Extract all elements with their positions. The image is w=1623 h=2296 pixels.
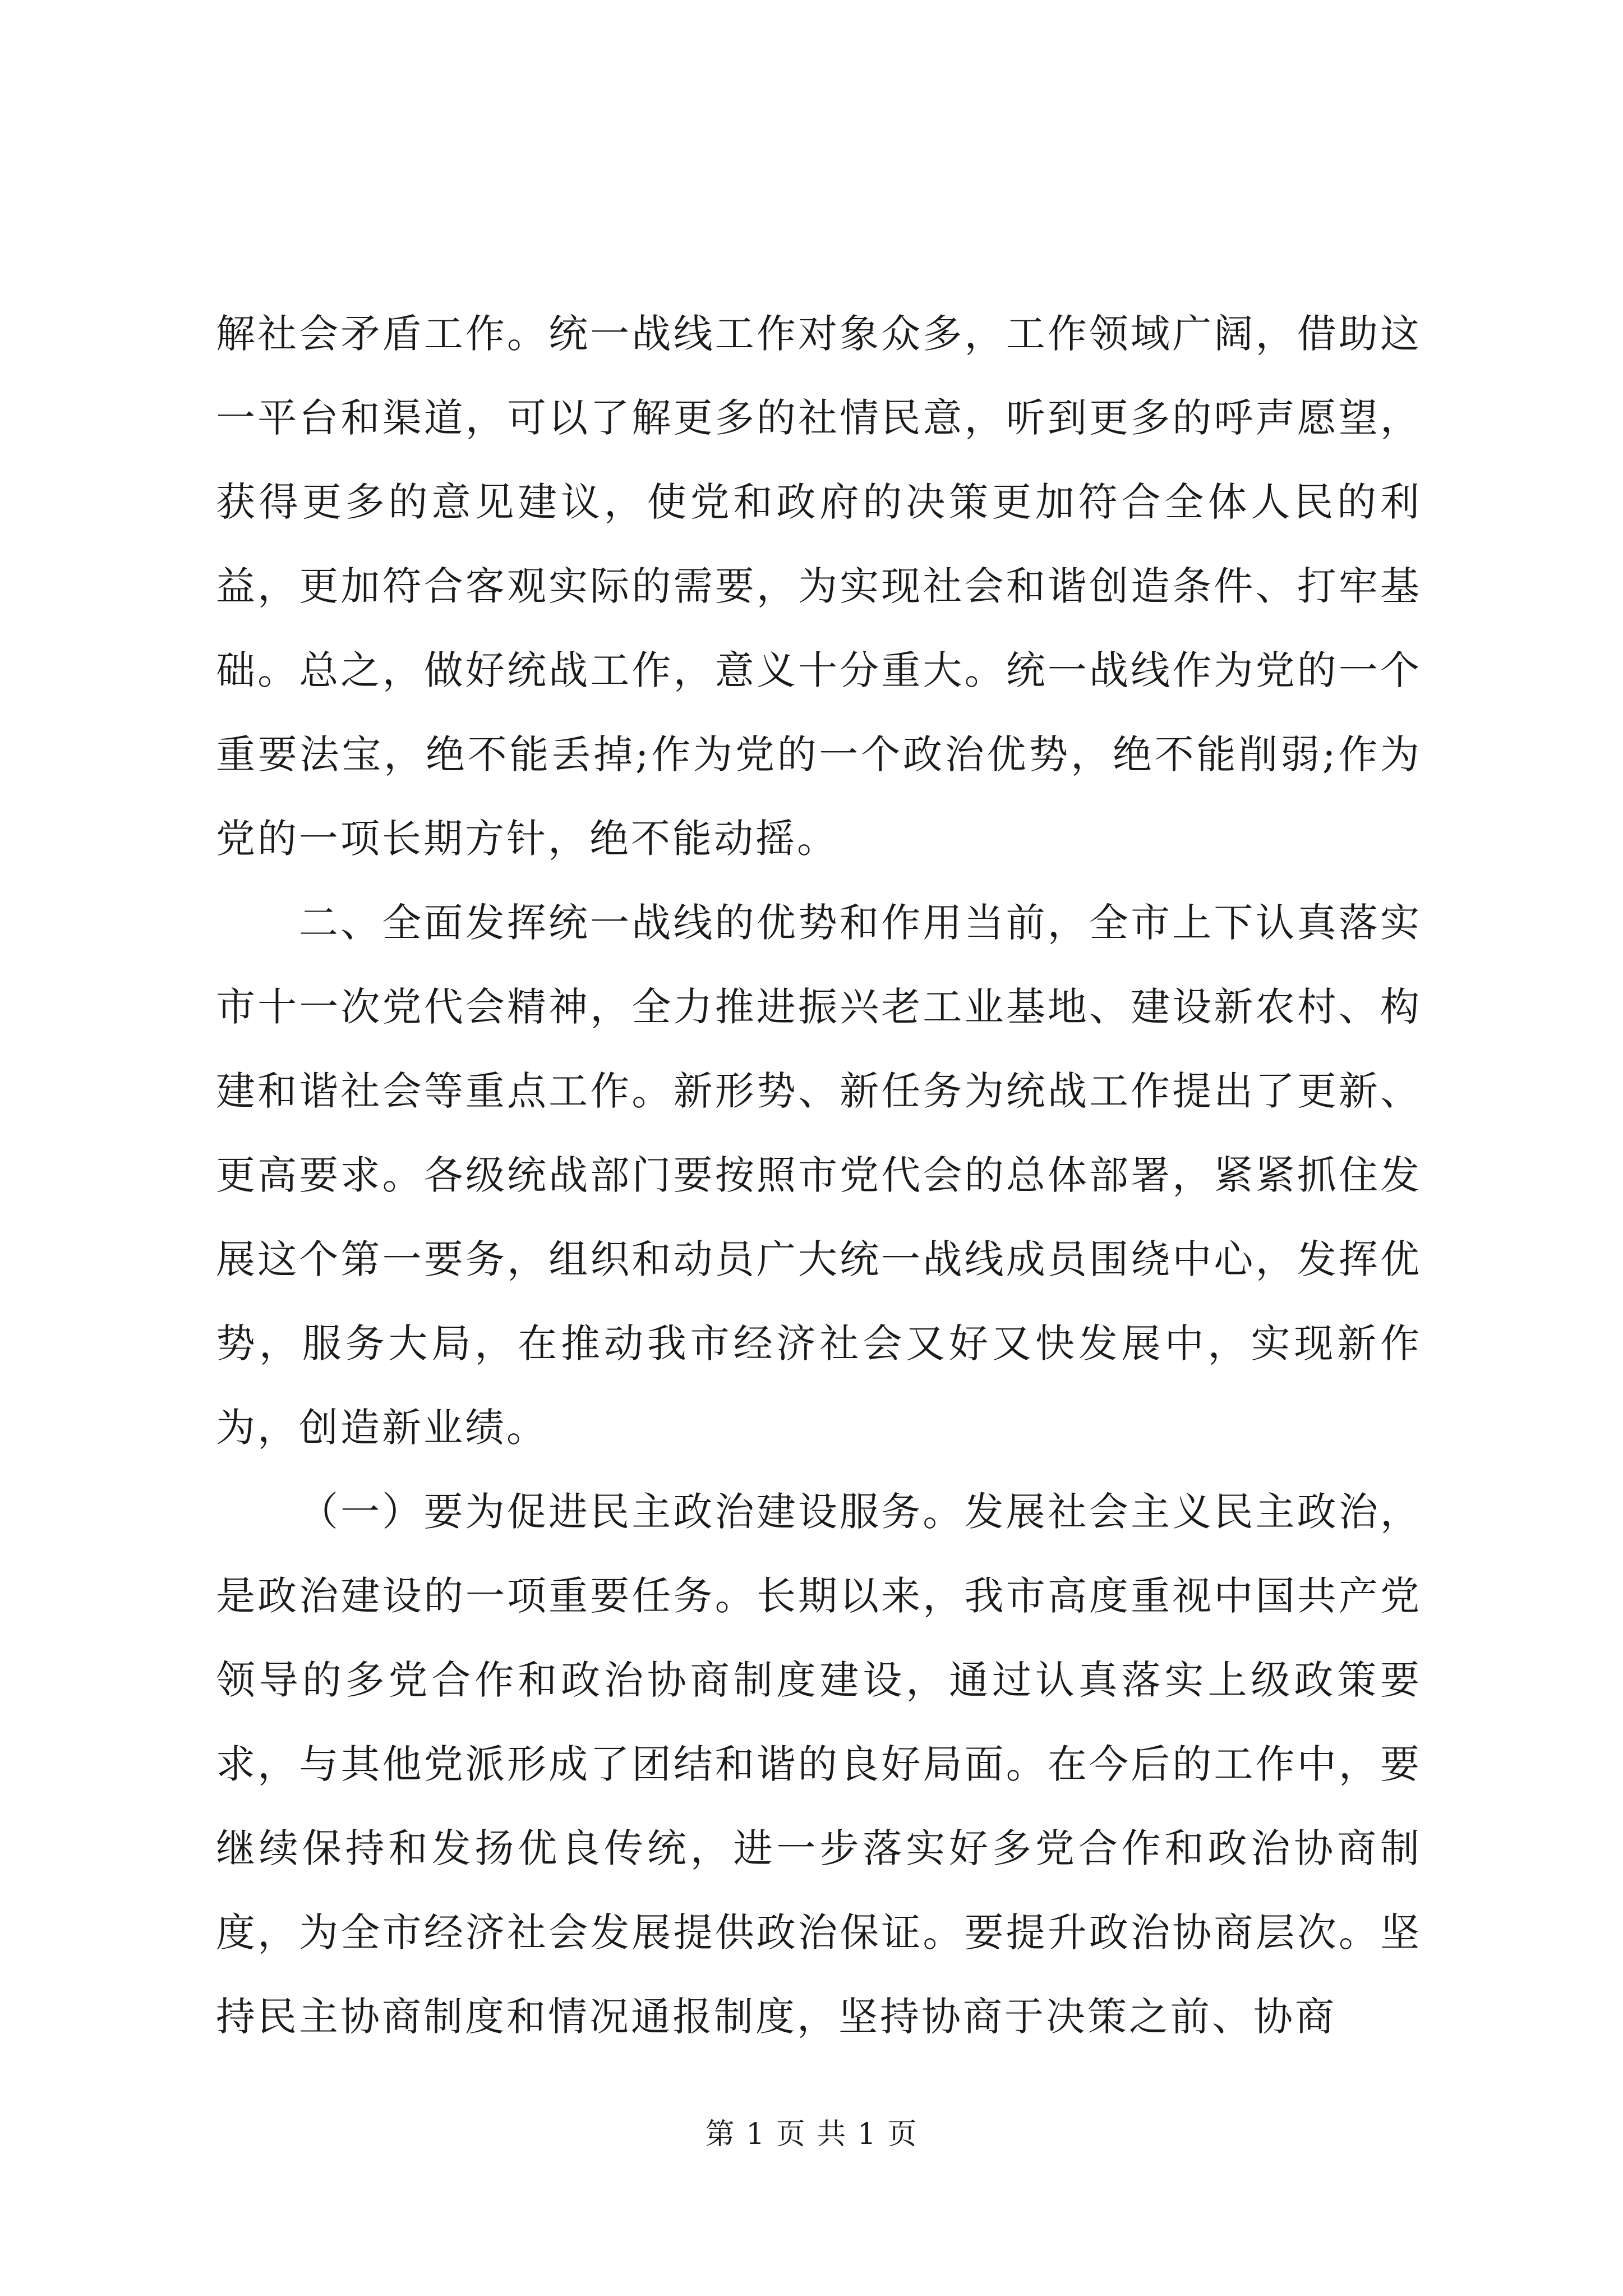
page-footer bbox=[0, 2115, 1623, 2154]
paragraph-1: 解社会矛盾工作。统一战线工作对象众多，工作领域广阔，借助这一平台和渠道，可以了解更多的社情民意，听到更多的呼声愿望，获得更多的意见建议，使党和政府的决策更加符合全体人民的利益，更加符合客观实际的需要，为实现社会和谐创造条件、打牢基础。总之，做好统战工作，意义十分重大。统一战线作为党的一个重要法宝，绝不能丢掉;作为党的一个政治优势，绝不能削弱;作为党的一项长期方针，绝不能动摇。 bbox=[216, 311, 1422, 862]
page-number-label: 第 1 页 共 1 页 bbox=[705, 2118, 918, 2151]
paragraph-3: （一）要为促进民主政治建设服务。发展社会主义民主政治，是政治建设的一项重要任务。长期以来，我市高度重视中国共产党领导的多党合作和政治协商制度建设，通过认真落实上级政策要求，与其他党派形成了团结和谐的良好局面。在今后的工作中，要继续保持和发扬优良传统，进一步落实好多党合作和政治协商制度，为全市经济社会发展提供政治保证。要提升政治协商层次。坚持民主协商制度和情况通报制度，坚持协商于决策之前、协商 bbox=[216, 1489, 1422, 2040]
document-body bbox=[216, 292, 1422, 2059]
paragraph-2: 二、全面发挥统一战线的优势和作用当前，全市上下认真落实市十一次党代会精神，全力推进振兴老工业基地、建设新农村、构建和谐社会等重点工作。新形势、新任务为统战工作提出了更新、更高要求。各级统战部门要按照市党代会的总体部署，紧紧抓住发展这个第一要务，组织和动员广大统一战线成员围绕中心，发挥优势，服务大局，在推动我市经济社会又好又快发展中，实现新作为，创造新业绩。 bbox=[216, 900, 1422, 1451]
